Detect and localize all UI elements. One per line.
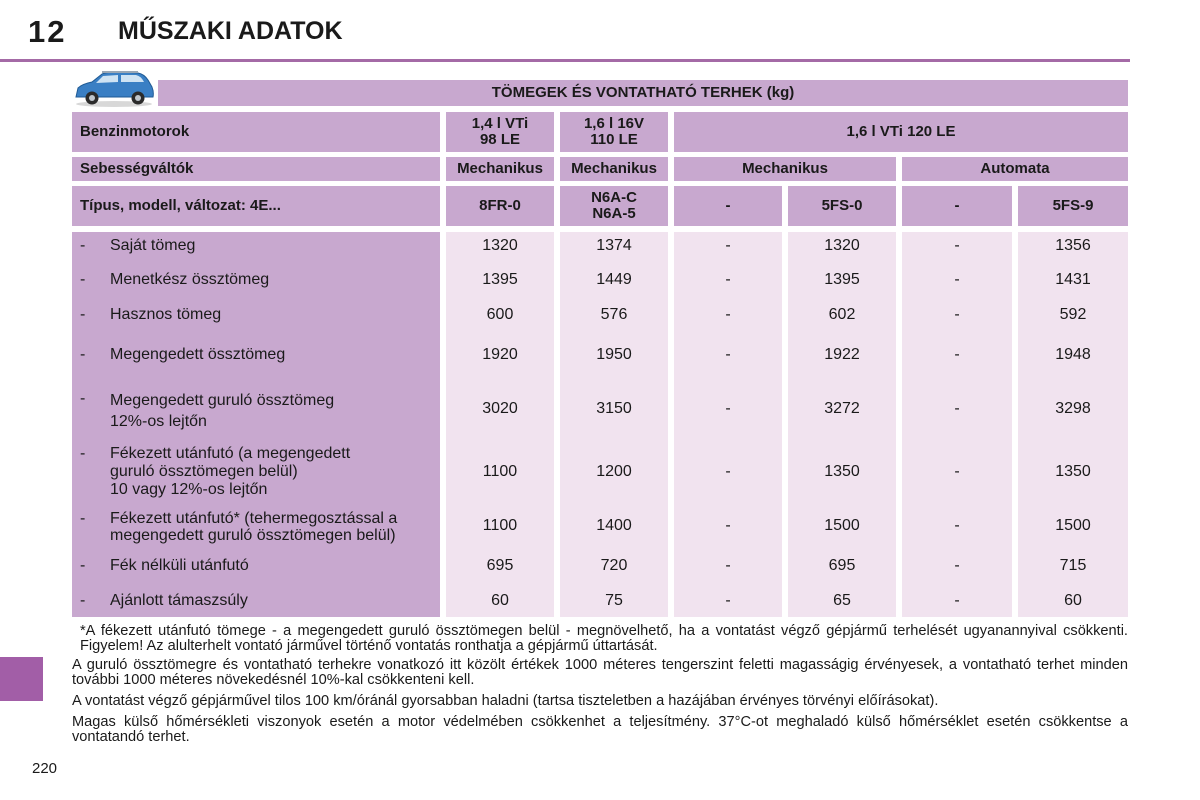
- table-cell: 75: [605, 592, 623, 609]
- footnote: *A fékezett utánfutó tömege - a megengedett guruló össztömegen belül - megnövelhető, ha a vontatást végző gépjármű terhelését ugyanannyival csökkenti. Figyelem! Az alulterhelt vontató járművel történő vontatás ronthatja a gépjármű úttartását.: [80, 623, 1128, 654]
- engine-header: 1,4 l VTi 98 LE: [446, 112, 554, 152]
- row-dash: -: [80, 390, 86, 407]
- table-cell: 1948: [1055, 346, 1091, 363]
- table-cell: 1320: [482, 237, 518, 254]
- row-dash: -: [80, 346, 86, 363]
- car-icon: [72, 70, 156, 108]
- table-cell: -: [954, 271, 960, 288]
- row-label: Megengedett guruló össztömeg 12%-os lejtőn: [110, 392, 335, 430]
- row-dash: -: [80, 557, 86, 574]
- table-cell: -: [725, 346, 731, 363]
- row-label: Saját tömeg: [110, 237, 196, 254]
- row-dash: -: [80, 592, 86, 609]
- table-cell: 600: [486, 306, 514, 323]
- row-label: Menetkész össztömeg: [110, 271, 270, 288]
- page-title: MŰSZAKI ADATOK: [118, 17, 343, 45]
- table-cell: -: [725, 517, 731, 534]
- note-paragraph: A vontatást végző gépjárművel tilos 100 km/óránál gyorsabban haladni (tartsa tiszteletben a hazájában érvényes törvényi előírásokat).: [72, 693, 939, 709]
- table-cell: 1950: [596, 346, 632, 363]
- table-cell: -: [954, 400, 960, 417]
- table-cell: -: [725, 400, 731, 417]
- table-cell: 3150: [596, 400, 632, 417]
- table-cell: 1400: [596, 517, 632, 534]
- table-cell: 1350: [1055, 463, 1091, 480]
- table-cell: -: [954, 557, 960, 574]
- table-cell: 1431: [1055, 271, 1091, 288]
- page-number: 220: [32, 760, 58, 777]
- table-cell: -: [954, 306, 960, 323]
- table-cell: 715: [1059, 557, 1087, 574]
- note-paragraph: Magas külső hőmérsékleti viszonyok esetén a motor védelmében csökkenhet a teljesítmény. 37°C-ot meghaladó külső hőmérséklet esetén csökkentse a vontatandó terhet.: [72, 714, 1128, 745]
- row-label: Fékezett utánfutó (a megengedett guruló össztömegen belül) 10 vagy 12%-os lejtőn: [110, 445, 351, 498]
- engine-header: 1,6 l VTi 120 LE: [674, 112, 1128, 152]
- gearbox-header: Mechanikus: [674, 157, 896, 181]
- table-cell: 1395: [482, 271, 518, 288]
- table-cell: 1922: [824, 346, 860, 363]
- table-cell: 60: [491, 592, 509, 609]
- row-label: Megengedett össztömeg: [110, 346, 286, 363]
- table-cell: -: [725, 237, 731, 254]
- table-cell: 1374: [596, 237, 632, 254]
- table-cell: 695: [828, 557, 856, 574]
- row-dash: -: [80, 510, 86, 527]
- table-cell: 3020: [482, 400, 518, 417]
- type-header: N6A-C N6A-5: [560, 186, 668, 226]
- table-cell: 1100: [482, 463, 518, 480]
- row-label: Fék nélküli utánfutó: [110, 557, 249, 574]
- table-cell: -: [954, 592, 960, 609]
- table-cell: -: [725, 557, 731, 574]
- table-cell: 65: [833, 592, 851, 609]
- row-dash: -: [80, 445, 86, 462]
- table-cell: -: [725, 463, 731, 480]
- table-cell: -: [725, 271, 731, 288]
- gearbox-label: Sebességváltók: [72, 157, 440, 181]
- table-cell: -: [954, 237, 960, 254]
- table-cell: 60: [1064, 592, 1082, 609]
- type-header: 8FR-0: [446, 186, 554, 226]
- row-dash: -: [80, 237, 86, 254]
- engine-header: 1,6 l 16V 110 LE: [560, 112, 668, 152]
- row-dash: -: [80, 271, 86, 288]
- gearbox-header: Mechanikus: [446, 157, 554, 181]
- table-cell: 1500: [824, 517, 860, 534]
- gearbox-header: Mechanikus: [560, 157, 668, 181]
- table-cell: 1449: [596, 271, 632, 288]
- table-cell: 602: [828, 306, 856, 323]
- chapter-number: 12: [28, 14, 67, 49]
- header-rule: [0, 59, 1130, 62]
- table-cell: 1350: [824, 463, 860, 480]
- table-cell: 1320: [824, 237, 860, 254]
- table-cell: -: [954, 463, 960, 480]
- type-header: -: [902, 186, 1012, 226]
- type-header: 5FS-0: [788, 186, 896, 226]
- table-cell: 3298: [1055, 400, 1091, 417]
- table-cell: 3272: [824, 400, 860, 417]
- type-label: Típus, modell, változat: 4E...: [72, 186, 440, 226]
- chapter-side-tab: [0, 657, 43, 701]
- table-cell: 695: [486, 557, 514, 574]
- row-label: Hasznos tömeg: [110, 306, 222, 323]
- note-paragraph: A guruló össztömegre és vontatható terhekre vonatkozó itt közölt értékek 1000 méteres tengerszint feletti magasságig érvényesek, a vontatható terhet minden további 1000 méteres növekedésnél 10%-kal csökkenteni kell.: [72, 657, 1128, 688]
- row-dash: -: [80, 306, 86, 323]
- table-cell: -: [954, 346, 960, 363]
- table-title: TÖMEGEK ÉS VONTATHATÓ TERHEK (kg): [158, 80, 1128, 106]
- notes: [72, 624, 1128, 751]
- type-header: -: [674, 186, 782, 226]
- table-cell: 1356: [1055, 237, 1091, 254]
- table-cell: -: [725, 592, 731, 609]
- table-cell: 720: [600, 557, 628, 574]
- table-cell: -: [725, 306, 731, 323]
- type-header: 5FS-9: [1018, 186, 1128, 226]
- table-cell: 1100: [482, 517, 518, 534]
- row-label: Ajánlott támaszsúly: [110, 592, 248, 609]
- table-cell: 1200: [596, 463, 632, 480]
- table-cell: -: [954, 517, 960, 534]
- gearbox-header: Automata: [902, 157, 1128, 181]
- engines-label: Benzinmotorok: [72, 112, 440, 152]
- table-cell: 592: [1059, 306, 1087, 323]
- table-cell: 1500: [1055, 517, 1091, 534]
- table-cell: 576: [600, 306, 628, 323]
- row-label: Fékezett utánfutó* (tehermegosztással a megengedett guruló össztömegen belül): [110, 510, 398, 544]
- table-cell: 1395: [824, 271, 860, 288]
- table-cell: 1920: [482, 346, 518, 363]
